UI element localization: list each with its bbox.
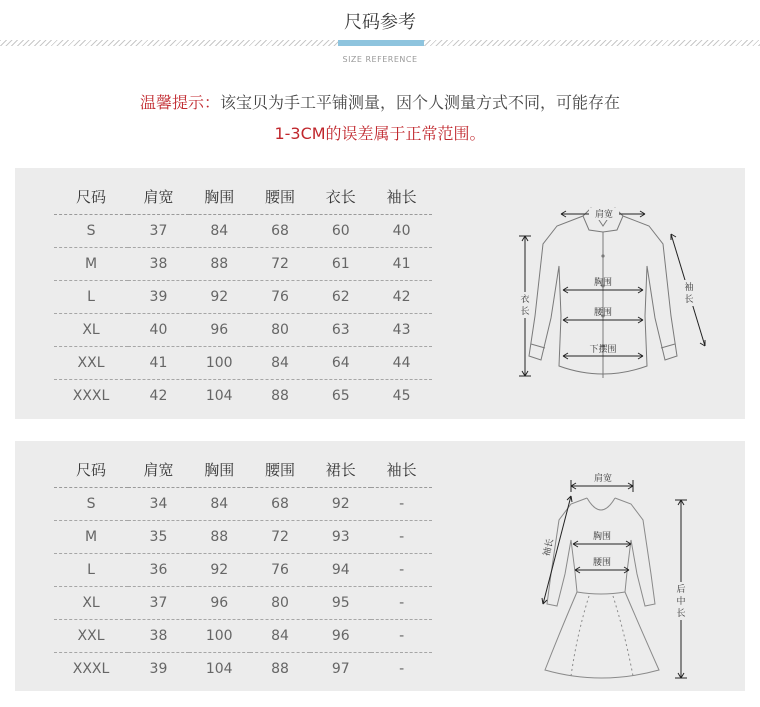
dress-shoulder-label: 肩宽 bbox=[593, 474, 613, 484]
table-cell: 72 bbox=[250, 248, 311, 281]
table-cell: S bbox=[54, 215, 128, 248]
table-cell: M bbox=[54, 521, 128, 554]
dress-diagram bbox=[515, 464, 695, 686]
table-cell: 80 bbox=[250, 314, 311, 347]
shirt-hem-label: 下摆围 bbox=[589, 345, 617, 355]
table-cell: 88 bbox=[189, 521, 250, 554]
column-header: 肩宽 bbox=[128, 178, 189, 215]
column-header: 胸围 bbox=[189, 178, 250, 215]
table-cell: 84 bbox=[250, 347, 311, 380]
table-cell: 93 bbox=[310, 521, 371, 554]
table-cell: - bbox=[371, 488, 432, 521]
column-header: 衣长 bbox=[310, 178, 371, 215]
column-header: 袖长 bbox=[371, 178, 432, 215]
table-cell: 92 bbox=[310, 488, 371, 521]
table-cell: 95 bbox=[310, 587, 371, 620]
table-cell: 35 bbox=[128, 521, 189, 554]
table-cell: 76 bbox=[250, 281, 311, 314]
table-row bbox=[54, 380, 432, 413]
table-row bbox=[54, 347, 432, 380]
table-cell: 97 bbox=[331, 661, 350, 677]
table-cell: - bbox=[371, 554, 432, 587]
column-header: 肩宽 bbox=[128, 451, 189, 488]
table-cell: 88 bbox=[271, 661, 289, 677]
table-cell: 76 bbox=[250, 554, 311, 587]
table-cell: 72 bbox=[250, 521, 311, 554]
table-cell: XXXL bbox=[72, 388, 110, 404]
table-header-row bbox=[54, 178, 432, 215]
table-cell: 34 bbox=[128, 488, 189, 521]
table-row bbox=[54, 521, 432, 554]
table-row bbox=[54, 215, 432, 248]
table-cell: 65 bbox=[331, 388, 350, 404]
table-cell: 94 bbox=[310, 554, 371, 587]
table-cell: 40 bbox=[371, 215, 432, 248]
table-cell: 38 bbox=[128, 620, 189, 653]
table-cell: - bbox=[399, 661, 405, 677]
shirt-waist-label: 腰围 bbox=[593, 308, 613, 318]
table-cell: 61 bbox=[310, 248, 371, 281]
table-cell: - bbox=[371, 620, 432, 653]
table-cell: 96 bbox=[189, 314, 250, 347]
table-cell: 84 bbox=[189, 488, 250, 521]
title-accent-bar bbox=[338, 40, 424, 46]
notice-line-2: 1-3CM的误差属于正常范围。 bbox=[274, 124, 486, 143]
table-cell: 63 bbox=[310, 314, 371, 347]
table-cell: XXL bbox=[54, 620, 128, 653]
table-row bbox=[54, 554, 432, 587]
table-cell: 41 bbox=[371, 248, 432, 281]
table-cell: 80 bbox=[250, 587, 311, 620]
table-cell: 60 bbox=[310, 215, 371, 248]
shirt-length-label-1: 衣 bbox=[520, 295, 530, 305]
dress-size-table bbox=[54, 451, 432, 685]
shirt-diagram bbox=[495, 196, 715, 396]
table-cell: 84 bbox=[250, 620, 311, 653]
table-row bbox=[54, 587, 432, 620]
table-header-row bbox=[54, 451, 432, 488]
table-row bbox=[54, 488, 432, 521]
table-cell: 39 bbox=[128, 281, 189, 314]
shirt-chest-label: 胸围 bbox=[593, 278, 613, 288]
notice-text: 该宝贝为手工平铺测量，因个人测量方式不同，可能存在 bbox=[220, 93, 621, 112]
table-cell: 41 bbox=[128, 347, 189, 380]
table-cell: L bbox=[54, 554, 128, 587]
dress-waist-label: 腰围 bbox=[592, 558, 612, 568]
table-cell: 96 bbox=[310, 620, 371, 653]
table-row bbox=[54, 653, 432, 686]
table-cell: 68 bbox=[250, 215, 311, 248]
table-cell: 96 bbox=[189, 587, 250, 620]
shirt-sleeve-label-1: 袖 bbox=[684, 283, 694, 293]
table-cell: 64 bbox=[310, 347, 371, 380]
table-cell: 104 bbox=[205, 661, 233, 677]
table-cell: 43 bbox=[371, 314, 432, 347]
shirt-shoulder-label: 肩宽 bbox=[594, 210, 614, 220]
table-cell: 38 bbox=[128, 248, 189, 281]
column-header: 尺码 bbox=[54, 451, 128, 488]
table-cell: 100 bbox=[189, 620, 250, 653]
table-cell: 42 bbox=[371, 281, 432, 314]
notice-line-1 bbox=[0, 90, 760, 113]
table-cell: 39 bbox=[149, 661, 168, 677]
table-cell: 100 bbox=[189, 347, 250, 380]
table-cell: XXL bbox=[54, 347, 128, 380]
dress-size-panel bbox=[15, 441, 745, 691]
table-cell: - bbox=[371, 587, 432, 620]
dress-back-label-3: 长 bbox=[676, 609, 686, 619]
table-cell: XL bbox=[54, 587, 128, 620]
page-subtitle: SIZE REFERENCE bbox=[342, 55, 418, 64]
table-cell: 88 bbox=[271, 388, 289, 404]
column-header: 胸围 bbox=[189, 451, 250, 488]
table-cell: 92 bbox=[189, 554, 250, 587]
table-cell: 92 bbox=[189, 281, 250, 314]
table-cell: 36 bbox=[128, 554, 189, 587]
notice-label: 温馨提示： bbox=[139, 93, 220, 112]
table-cell: 37 bbox=[128, 587, 189, 620]
shirt-sleeve-label-2: 长 bbox=[684, 295, 694, 305]
dress-sleeve-label: 袖长 bbox=[542, 537, 557, 558]
table-row bbox=[54, 620, 432, 653]
table-cell: 68 bbox=[250, 488, 311, 521]
table-cell: 42 bbox=[149, 388, 168, 404]
table-cell: 45 bbox=[392, 388, 411, 404]
shirt-length-label-2: 长 bbox=[520, 307, 530, 317]
table-cell: 62 bbox=[310, 281, 371, 314]
table-row bbox=[54, 248, 432, 281]
table-row bbox=[54, 314, 432, 347]
dress-back-label-2: 中 bbox=[676, 597, 686, 607]
table-cell: 37 bbox=[128, 215, 189, 248]
table-cell: 104 bbox=[205, 388, 233, 404]
table-cell: 84 bbox=[189, 215, 250, 248]
dress-chest-label: 胸围 bbox=[592, 532, 612, 542]
table-cell: 40 bbox=[128, 314, 189, 347]
page-title: 尺码参考 bbox=[344, 12, 416, 33]
column-header: 尺码 bbox=[54, 178, 128, 215]
shirt-size-table bbox=[54, 178, 432, 412]
table-cell: L bbox=[54, 281, 128, 314]
table-cell: XXXL bbox=[72, 661, 110, 677]
dress-back-label-1: 后 bbox=[676, 585, 686, 595]
shirt-size-panel bbox=[15, 168, 745, 419]
column-header: 腰围 bbox=[250, 178, 311, 215]
column-header: 袖长 bbox=[371, 451, 432, 488]
table-cell: - bbox=[371, 521, 432, 554]
table-cell: M bbox=[54, 248, 128, 281]
table-cell: 88 bbox=[189, 248, 250, 281]
table-cell: S bbox=[54, 488, 128, 521]
table-row bbox=[54, 281, 432, 314]
column-header: 腰围 bbox=[250, 451, 311, 488]
table-cell: XL bbox=[54, 314, 128, 347]
table-cell: 44 bbox=[371, 347, 432, 380]
column-header: 裙长 bbox=[310, 451, 371, 488]
